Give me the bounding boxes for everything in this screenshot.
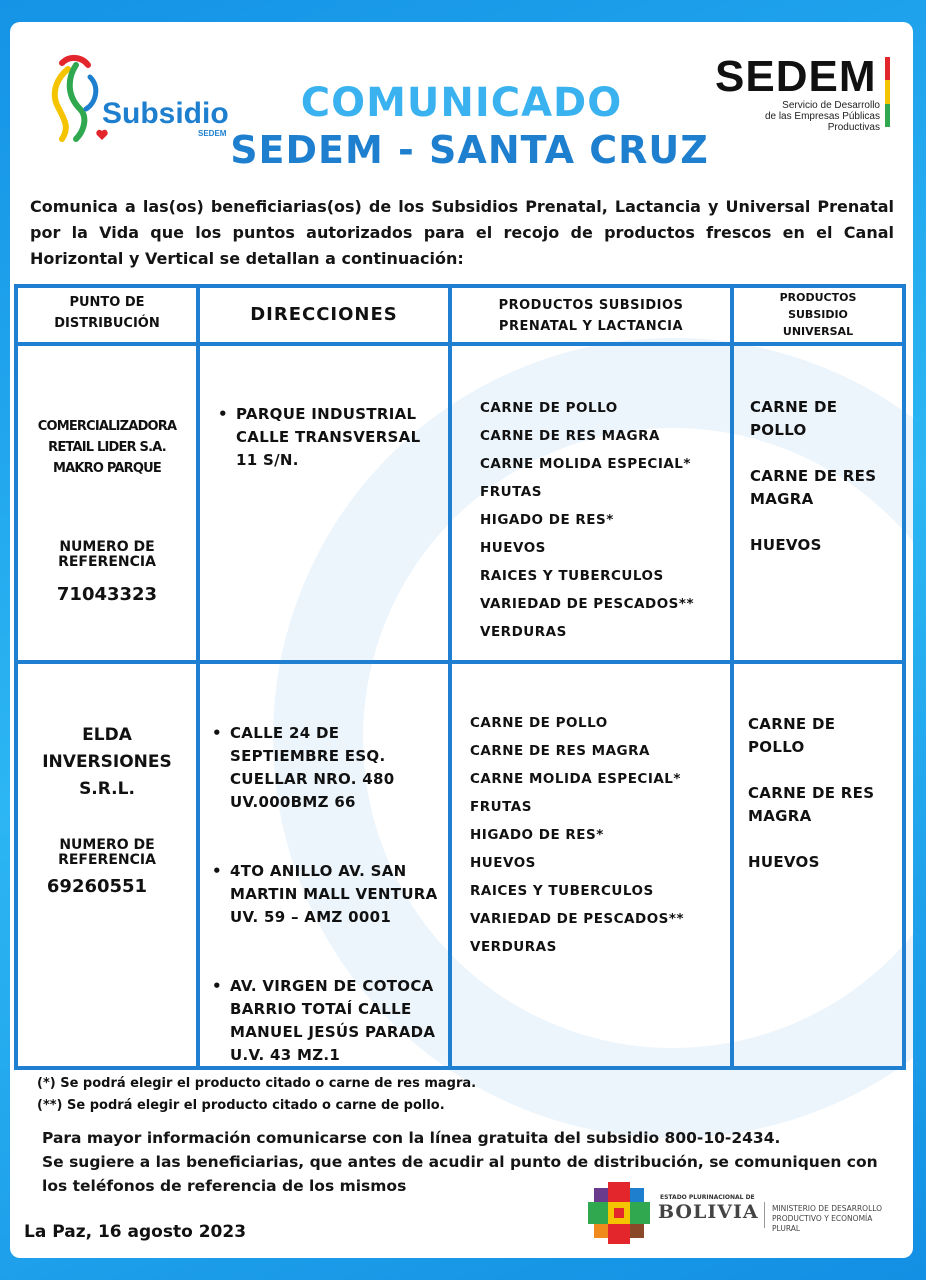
ref-label-line: REFERENCIA xyxy=(58,554,156,570)
header-line: PRENATAL Y LACTANCIA xyxy=(498,319,684,334)
list-item: VARIEDAD DE PESCADOS** xyxy=(480,596,695,612)
list-item xyxy=(748,782,874,828)
date-text: La Paz, 16 agosto 2023 xyxy=(24,1222,247,1242)
product-line: HUEVOS xyxy=(750,536,822,554)
address-line: MANUEL JESÚS PARADA xyxy=(230,1023,436,1041)
page-subtitle: SEDEM - SANTA CRUZ xyxy=(230,128,709,172)
bolivia-emblem-icon xyxy=(588,1182,650,1244)
address-line: CALLE TRANSVERSAL xyxy=(236,428,421,446)
row2-prenatal-products xyxy=(470,709,684,961)
address-line: • AV. VIRGEN DE COTOCA xyxy=(230,977,434,995)
product-line: MAGRA xyxy=(748,807,812,825)
ministry-line: MINISTERIO DE DESARROLLO xyxy=(772,1204,883,1213)
subsidio-logo-text: Subsidio xyxy=(102,97,229,130)
row2-address-list xyxy=(208,722,448,1067)
address-item xyxy=(208,722,448,814)
row1-address-list xyxy=(214,403,444,472)
list-item xyxy=(750,396,876,442)
list-item: HIGADO DE RES* xyxy=(470,827,604,843)
product-line: POLLO xyxy=(750,421,807,439)
address-item xyxy=(208,860,448,929)
name-line: MAKRO PARQUE xyxy=(53,461,161,476)
list-item: CARNE MOLIDA ESPECIAL* xyxy=(480,456,691,472)
product-line: CARNE DE xyxy=(748,715,836,733)
row2-universal-products xyxy=(748,713,874,897)
table-border-bottom xyxy=(14,1066,906,1070)
address-line: U.V. 43 MZ.1 xyxy=(230,1046,341,1064)
ref-label-line: NUMERO DE xyxy=(59,837,155,853)
table-column-divider xyxy=(730,284,734,1070)
address-line: UV. 59 – AMZ 0001 xyxy=(230,908,392,926)
list-item: HUEVOS xyxy=(480,540,546,556)
list-item: VARIEDAD DE PESCADOS** xyxy=(470,911,685,927)
ministry-text xyxy=(772,1204,898,1234)
row1-ref-number: 71043323 xyxy=(56,584,158,605)
product-line: CARNE DE xyxy=(750,398,838,416)
address-line: UV.000BMZ 66 xyxy=(230,793,356,811)
list-item xyxy=(750,465,876,511)
announcement-card xyxy=(10,22,913,1258)
address-line: CUELLAR NRO. 480 xyxy=(230,770,395,788)
table-border-right xyxy=(902,284,906,1070)
list-item: CARNE DE POLLO xyxy=(480,400,618,416)
header-line: UNIVERSAL xyxy=(782,325,854,338)
address-line: MARTIN MALL VENTURA xyxy=(230,885,438,903)
table-row-divider xyxy=(14,660,906,664)
name-line: ELDA xyxy=(82,725,132,745)
table-column-divider xyxy=(196,284,200,1070)
distribution-table xyxy=(14,284,906,1070)
address-line: BARRIO TOTAÍ CALLE xyxy=(230,1000,412,1018)
ref-label-line: REFERENCIA xyxy=(58,852,156,868)
footnote: (*) Se podrá elegir el producto citado o carne de res magra. xyxy=(37,1076,477,1091)
row1-distributor-name xyxy=(18,416,196,479)
header-line: PRODUCTOS SUBSIDIOS xyxy=(498,298,684,313)
row2-ref-label xyxy=(18,838,196,868)
intro-paragraph: Comunica a las(os) beneficiarias(os) de los Subsidios Prenatal, Lactancia y Universal Prenatal por la Vida que los puntos autorizados para el recojo de productos frescos en el Canal Horizontal y Vertical se detallan a continuación: xyxy=(30,197,894,268)
name-line: S.R.L. xyxy=(79,779,135,799)
product-line: HUEVOS xyxy=(748,853,820,871)
name-line: RETAIL LIDER S.A. xyxy=(48,440,166,455)
list-item: HUEVOS xyxy=(470,855,536,871)
row2-distributor-name xyxy=(18,722,196,803)
list-item: VERDURAS xyxy=(480,624,567,640)
name-line: INVERSIONES xyxy=(42,752,172,772)
address-item xyxy=(208,975,448,1067)
sedem-sub-line: Productivas xyxy=(827,122,880,133)
address-line: • PARQUE INDUSTRIAL xyxy=(236,405,417,423)
list-item: CARNE MOLIDA ESPECIAL* xyxy=(470,771,681,787)
product-line: POLLO xyxy=(748,738,805,756)
row1-ref-label xyxy=(18,540,196,570)
row1-universal-products xyxy=(750,396,876,580)
info-line: Para mayor información comunicarse con la línea gratuita del subsidio 800-10-2434. xyxy=(42,1129,781,1147)
header-universal xyxy=(734,289,902,340)
row2-ref-number: 69260551 xyxy=(46,876,148,897)
bolivia-ministry-logo xyxy=(588,1180,898,1250)
address-line: 11 S/N. xyxy=(236,451,299,469)
sedem-logo-text: SEDEM xyxy=(715,52,877,101)
list-item xyxy=(748,713,874,759)
list-item: FRUTAS xyxy=(480,484,542,500)
table-border-top xyxy=(14,284,906,288)
product-line: CARNE DE RES xyxy=(748,784,875,802)
bolivia-text: BOLIVIA xyxy=(658,1201,759,1223)
address-line: • 4TO ANILLO AV. SAN xyxy=(230,862,407,880)
list-item: RAICES Y TUBERCULOS xyxy=(480,568,664,584)
footnote: (**) Se podrá elegir el producto citado o carne de pollo. xyxy=(37,1098,445,1113)
list-item: CARNE DE POLLO xyxy=(470,715,608,731)
name-line: COMERCIALIZADORA xyxy=(37,419,177,434)
list-item: FRUTAS xyxy=(470,799,532,815)
header-line: SUBSIDIO xyxy=(788,308,848,321)
list-item: CARNE DE RES MAGRA xyxy=(470,743,650,759)
table-column-divider xyxy=(448,284,452,1070)
header-prenatal xyxy=(452,295,730,337)
address-line: SEPTIEMBRE ESQ. xyxy=(230,747,386,765)
list-item: RAICES Y TUBERCULOS xyxy=(470,883,654,899)
header-punto xyxy=(18,292,196,334)
address-line: • CALLE 24 DE xyxy=(230,724,340,742)
product-line: MAGRA xyxy=(750,490,814,508)
header-direcciones: DIRECCIONES xyxy=(250,304,398,325)
info-line: Se sugiere a las beneficiarias, que antes de acudir al punto de distribución, se comuniquen con los teléfonos de referencia de los mismos xyxy=(42,1153,878,1195)
table-header-divider xyxy=(14,342,906,346)
header-line: PUNTO DE xyxy=(69,295,145,310)
footer-divider xyxy=(764,1202,765,1228)
product-line: CARNE DE RES xyxy=(750,467,877,485)
address-item xyxy=(214,403,444,472)
ref-label-line: NUMERO DE xyxy=(59,539,155,555)
row1-prenatal-products xyxy=(480,394,694,646)
list-item: HIGADO DE RES* xyxy=(480,512,614,528)
subsidio-logo-subtext: SEDEM xyxy=(198,129,227,138)
state-small-text: ESTADO PLURINACIONAL DE xyxy=(660,1194,755,1201)
sedem-sub-line: de las Empresas Públicas xyxy=(764,111,880,122)
table-border-left xyxy=(14,284,18,1070)
list-item: VERDURAS xyxy=(470,939,557,955)
header-line: DISTRIBUCIÓN xyxy=(54,316,160,331)
list-item xyxy=(750,534,876,557)
list-item: CARNE DE RES MAGRA xyxy=(480,428,660,444)
list-item xyxy=(748,851,874,874)
page-title: COMUNICADO xyxy=(300,80,623,126)
sedem-sub-line: Servicio de Desarrollo xyxy=(782,100,880,111)
header-line: PRODUCTOS xyxy=(779,291,857,304)
ministry-line: PRODUCTIVO Y ECONOMÍA PLURAL xyxy=(772,1214,873,1233)
